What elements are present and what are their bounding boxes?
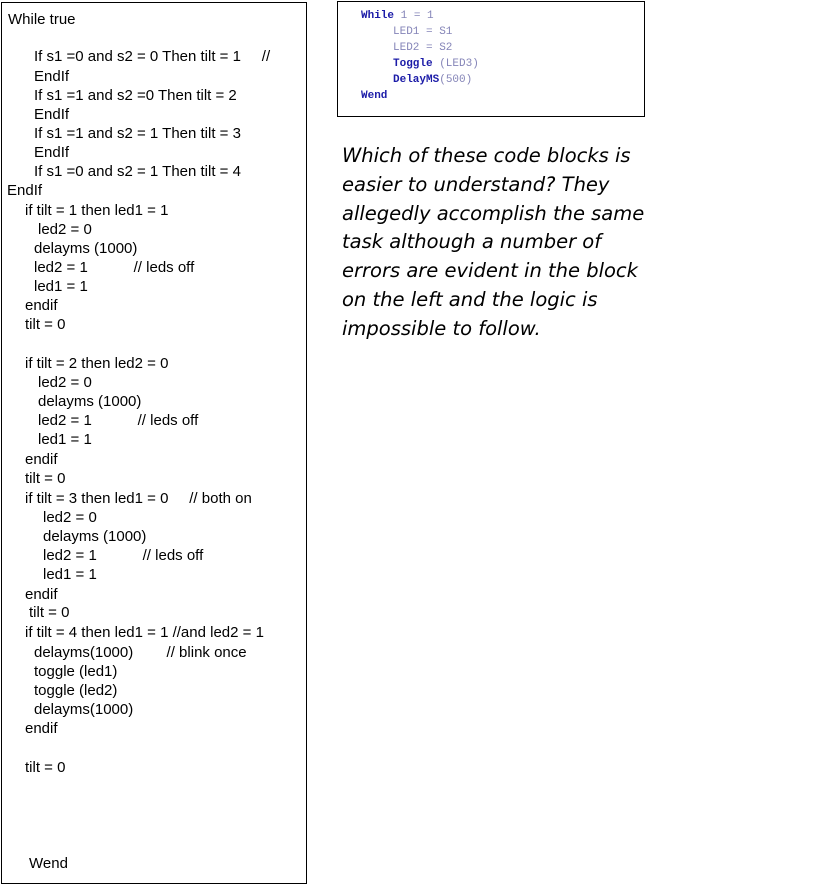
- code-line: tilt = 0: [25, 759, 66, 776]
- code-line: led1 = 1: [43, 566, 97, 583]
- code-line: If s1 =1 and s2 = 1 Then tilt = 3: [34, 125, 241, 142]
- code-line: if tilt = 3 then led1 = 0 // both on: [25, 490, 252, 507]
- code-text: 1 = 1: [394, 10, 434, 22]
- code-line: tilt = 0: [29, 604, 70, 621]
- code-line: endif: [25, 720, 58, 737]
- code-text: LED2 = S2: [393, 42, 453, 54]
- code-line: [393, 25, 452, 39]
- code-line: led2 = 1 // leds off: [38, 412, 199, 429]
- code-line: toggle (led1): [34, 663, 118, 680]
- code-text: LED1 = S1: [393, 26, 453, 38]
- code-line: [393, 73, 472, 87]
- code-line: EndIf: [34, 106, 70, 123]
- code-line: led1 = 1: [38, 431, 92, 448]
- code-line: toggle (led2): [34, 682, 118, 699]
- code-line: if tilt = 2 then led2 = 0: [25, 355, 169, 372]
- code-line: if tilt = 1 then led1 = 1: [25, 202, 169, 219]
- code-line: [361, 89, 387, 103]
- code-line: tilt = 0: [25, 316, 66, 333]
- code-line: led1 = 1: [34, 278, 88, 295]
- code-line: endif: [25, 297, 58, 314]
- code-line: [393, 57, 479, 71]
- code-line: While true: [8, 11, 76, 28]
- code-line: led2 = 0: [38, 374, 92, 391]
- left-code-block: [1, 2, 307, 884]
- code-keyword: While: [361, 10, 395, 22]
- code-text: (500): [439, 74, 473, 86]
- code-keyword: Toggle: [393, 58, 433, 70]
- code-line: delayms (1000): [34, 240, 138, 257]
- code-line: if tilt = 4 then led1 = 1 //and led2 = 1: [25, 624, 264, 641]
- code-line: EndIf: [34, 144, 70, 161]
- code-line: If s1 =1 and s2 =0 Then tilt = 2: [34, 87, 237, 104]
- code-line: delayms (1000): [43, 528, 147, 545]
- code-line: endif: [25, 586, 58, 603]
- code-line: tilt = 0: [25, 470, 66, 487]
- code-line: delayms (1000): [38, 393, 142, 410]
- code-line: led2 = 0: [43, 509, 97, 526]
- code-line: led2 = 0: [38, 221, 92, 238]
- code-line: [361, 9, 434, 23]
- code-line: delayms(1000) // blink once: [34, 644, 247, 661]
- commentary-text: Which of these code blocks is easier to understand? They allegedly accomplish the same task although a number of errors are evident in the block on the left and the logic is impossible to follow.: [342, 144, 645, 340]
- code-line: If s1 =0 and s2 = 0 Then tilt = 1 //: [34, 48, 271, 65]
- code-line: [393, 41, 452, 55]
- code-keyword: Wend: [361, 90, 388, 102]
- code-text: (LED3): [432, 58, 479, 70]
- code-line: endif: [25, 451, 58, 468]
- code-keyword: DelayMS: [393, 74, 440, 86]
- right-code-block: [337, 1, 645, 117]
- code-line: If s1 =0 and s2 = 1 Then tilt = 4: [34, 163, 241, 180]
- code-line: led2 = 1 // leds off: [34, 259, 195, 276]
- code-line: delayms(1000): [34, 701, 134, 718]
- code-line: led2 = 1 // leds off: [43, 547, 204, 564]
- code-line: Wend: [29, 855, 68, 872]
- code-line: EndIf: [34, 68, 70, 85]
- code-line: EndIf: [7, 182, 43, 199]
